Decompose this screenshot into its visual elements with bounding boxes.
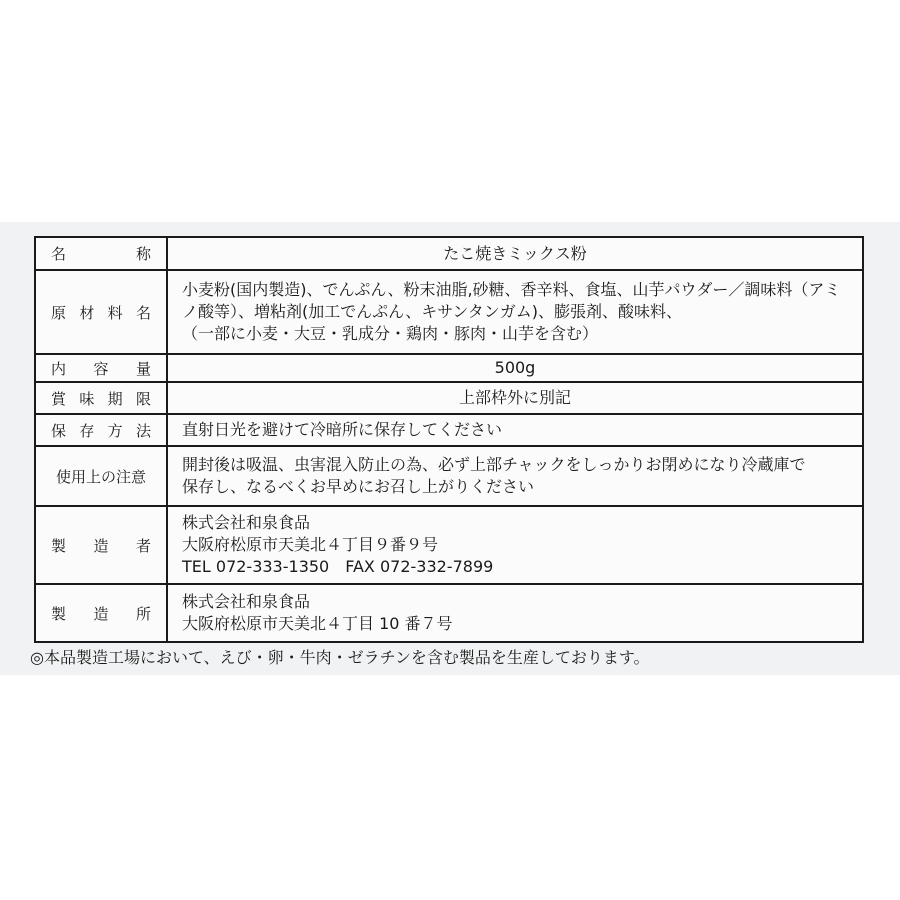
value-line: 開封後は吸温、虫害混入防止の為、必ず上部チャックをしっかりお閉めになり冷蔵庫で xyxy=(182,455,806,474)
row-key-label: 名 称 xyxy=(51,245,151,263)
value-line: 大阪府松原市天美北４丁目 10 番７号 xyxy=(182,614,453,633)
row-key-label: 賞味期限 xyxy=(51,389,151,408)
table-row xyxy=(35,584,863,642)
row-key-label: 内 容 量 xyxy=(51,359,151,378)
value-line: ノ酸等）、増粘剤(加工でんぷん、キサンタンガム)、膨張剤、酸味料、 xyxy=(182,302,683,321)
table-row xyxy=(35,446,863,506)
value-line: 株式会社和泉食品 xyxy=(182,513,311,532)
table-row xyxy=(35,237,863,270)
row-key-ingredients xyxy=(35,270,167,354)
food-label-table xyxy=(34,236,864,643)
value-line: 上部枠外に別記 xyxy=(458,388,571,407)
value-line: 株式会社和泉食品 xyxy=(182,592,311,611)
row-key-name xyxy=(35,237,167,270)
row-value-ingredients xyxy=(167,270,863,354)
table-row xyxy=(35,506,863,584)
value-line: 直射日光を避けて冷暗所に保存してください xyxy=(182,420,503,439)
row-value-best-before xyxy=(167,382,863,414)
row-key-label: 製 造 者 xyxy=(51,536,151,555)
table-row xyxy=(35,270,863,354)
table-row xyxy=(35,382,863,414)
row-key-plant xyxy=(35,584,167,642)
row-value-manufacturer xyxy=(167,506,863,584)
row-key-caution xyxy=(35,446,167,506)
row-key-label: 製 造 所 xyxy=(51,604,151,623)
row-value-plant xyxy=(167,584,863,642)
value-line: TEL 072-333-1350 FAX 072-332-7899 xyxy=(182,557,494,576)
value-line: （一部に小麦・大豆・乳成分・鶏肉・豚肉・山芋を含む） xyxy=(182,324,599,343)
allergen-footnote: ◎本品製造工場において、えび・卵・牛肉・ゼラチンを含む製品を生産しております。 xyxy=(30,648,650,667)
row-key-label: 使用上の注意 xyxy=(55,467,146,486)
value-line: 500g xyxy=(494,358,536,377)
row-value-name xyxy=(167,237,863,270)
row-key-best-before xyxy=(35,382,167,414)
row-key-volume xyxy=(35,354,167,382)
table-row xyxy=(35,354,863,382)
value-line: 大阪府松原市天美北４丁目９番９号 xyxy=(182,535,439,554)
row-value-storage xyxy=(167,414,863,446)
row-key-manufacturer xyxy=(35,506,167,584)
table-row xyxy=(35,414,863,446)
value-line: 小麦粉(国内製造)、でんぷん、粉末油脂,砂糖、香辛料、食塩、山芋パウダー／調味料（アミ xyxy=(182,280,841,299)
value-line: たこ焼きミックス粉 xyxy=(443,243,587,263)
row-key-label: 保存方法 xyxy=(51,421,151,440)
row-key-label: 原材料名 xyxy=(51,303,151,322)
row-key-storage xyxy=(35,414,167,446)
value-line: 保存し、なるべくお早めにお召し上がりください xyxy=(182,477,535,496)
row-value-caution xyxy=(167,446,863,506)
row-value-volume xyxy=(167,354,863,382)
